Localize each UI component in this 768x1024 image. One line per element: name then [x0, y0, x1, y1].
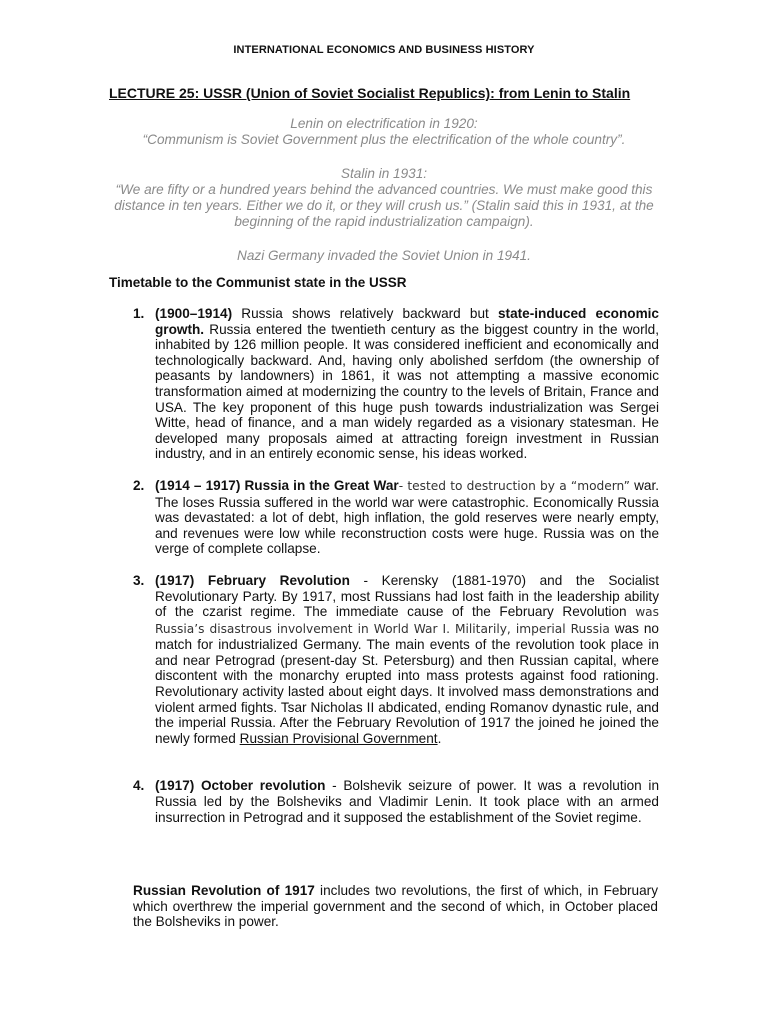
summary-text: includes two revolutions, the first of which, in February which overthrew the imperial government and the second of which, in October placed the Bolsheviks in power.: [133, 883, 658, 930]
item-text-alt: - tested to destruction by a “modern”: [398, 478, 630, 493]
lecture-title: LECTURE 25: USSR (Union of Soviet Socialist Republics): from Lenin to Stalin: [109, 85, 631, 101]
item-lead: (1914 – 1917) Russia in the Great War: [155, 477, 399, 493]
item-lead: (1917) February Revolution: [155, 572, 350, 588]
item-lead: (1900–1914): [155, 306, 233, 321]
item-text: - Bolshevik seizure of power. It was a revolution in Russia led by the Bolsheviks and Vladimir Lenin. It took place with an armed insurrection in Petrograd and it supposed the establishment of the Soviet regime.: [155, 778, 659, 825]
item-lead: (1917) October revolution: [155, 778, 326, 794]
nazi-note: Nazi Germany invaded the Soviet Union in 1941.: [237, 248, 531, 263]
spacer: [90, 230, 678, 248]
course-header: INTERNATIONAL ECONOMICS AND BUSINESS HISTORY: [233, 44, 535, 56]
summary-lead: Russian Revolution of 1917: [133, 883, 315, 898]
timetable-list: [109, 306, 659, 825]
stalin-heading: Stalin in 1931:: [340, 166, 428, 181]
summary-paragraph: [133, 883, 658, 930]
item-text: war. The loses Russia suffered in the world war were catastrophic. Economically Russia was devastated: a lot of debt, high inflation, the gold reserves were nearly empty, and revenues were low while reconstruction costs were huge. Russia was on the verge of complete collapse.: [155, 477, 659, 557]
list-item: [109, 306, 659, 462]
item-number: 2.: [133, 477, 145, 493]
item-text: .: [437, 730, 442, 746]
list-item: [109, 778, 659, 825]
item-number: 4.: [133, 778, 145, 794]
quotes-block: [90, 116, 678, 264]
item-text: Russia shows relatively backward but: [232, 306, 498, 321]
list-item: [109, 573, 659, 747]
provisional-government-link[interactable]: Russian Provisional Government: [239, 730, 438, 746]
item-text: - Kerensky (1881-1970) and the Socialist Revolutionary Party. By 1917, most Russians had lost faith in the leadership ability of the czarist regime. The immediate cause of the February Revolution: [155, 572, 659, 620]
lenin-heading: Lenin on electrification in 1920:: [290, 116, 478, 131]
timetable-heading: Timetable to the Communist state in the USSR: [109, 275, 407, 290]
item-number: 3.: [133, 572, 145, 588]
stalin-quote: “We are fifty or a hundred years behind the advanced countries. We must make good this distance in ten years. Either we do it, or they will crush us.” (Stalin said this in 1931, at the beginning of the rapid industrialization campaign).: [114, 182, 654, 229]
item-text: was no match for industrialized Germany. The main events of the revolution took place in and near Petrograd (present-day St. Petersburg) and then Russian capital, where discontent with the monarchy erupted into mass protests against food rationing. Revolutionary activity lasted about eight days. It involved mass demonstrations and violent armed fights. Tsar Nicholas II abdicated, ending Romanov dynastic rule, and the imperial Russia. After the February Revolution of 1917 the joined he joined the newly formed: [155, 620, 659, 746]
item-emphasis: state-induced economic growth.: [155, 306, 659, 337]
item-text-alt: was Russia’s disastrous involvement in World War I. Militarily, imperial Russia: [155, 605, 659, 636]
item-text: Russia entered the twentieth century as the biggest country in the world, inhabited by 126 million people. It was considered inefficient and economically and technologically backward. And, having only abolished serfdom (the ownership of peasants by landowners) in 1861, it was not attempting a massive economic transformation aimed at modernizing the country to the levels of Britain, France and USA. The key proponent of this huge push towards industrialization was Sergei Witte, head of finance, and a man widely regarded as a visionary statesman. He developed many proposals aimed at attracting foreign investment in Russian industry, and in an entirely economic sense, his ideas worked.: [155, 321, 659, 462]
item-number: 1.: [133, 306, 145, 321]
lenin-quote: “Communism is Soviet Government plus the electrification of the whole country”.: [142, 132, 626, 147]
spacer: [90, 148, 678, 166]
list-item: [109, 478, 659, 557]
